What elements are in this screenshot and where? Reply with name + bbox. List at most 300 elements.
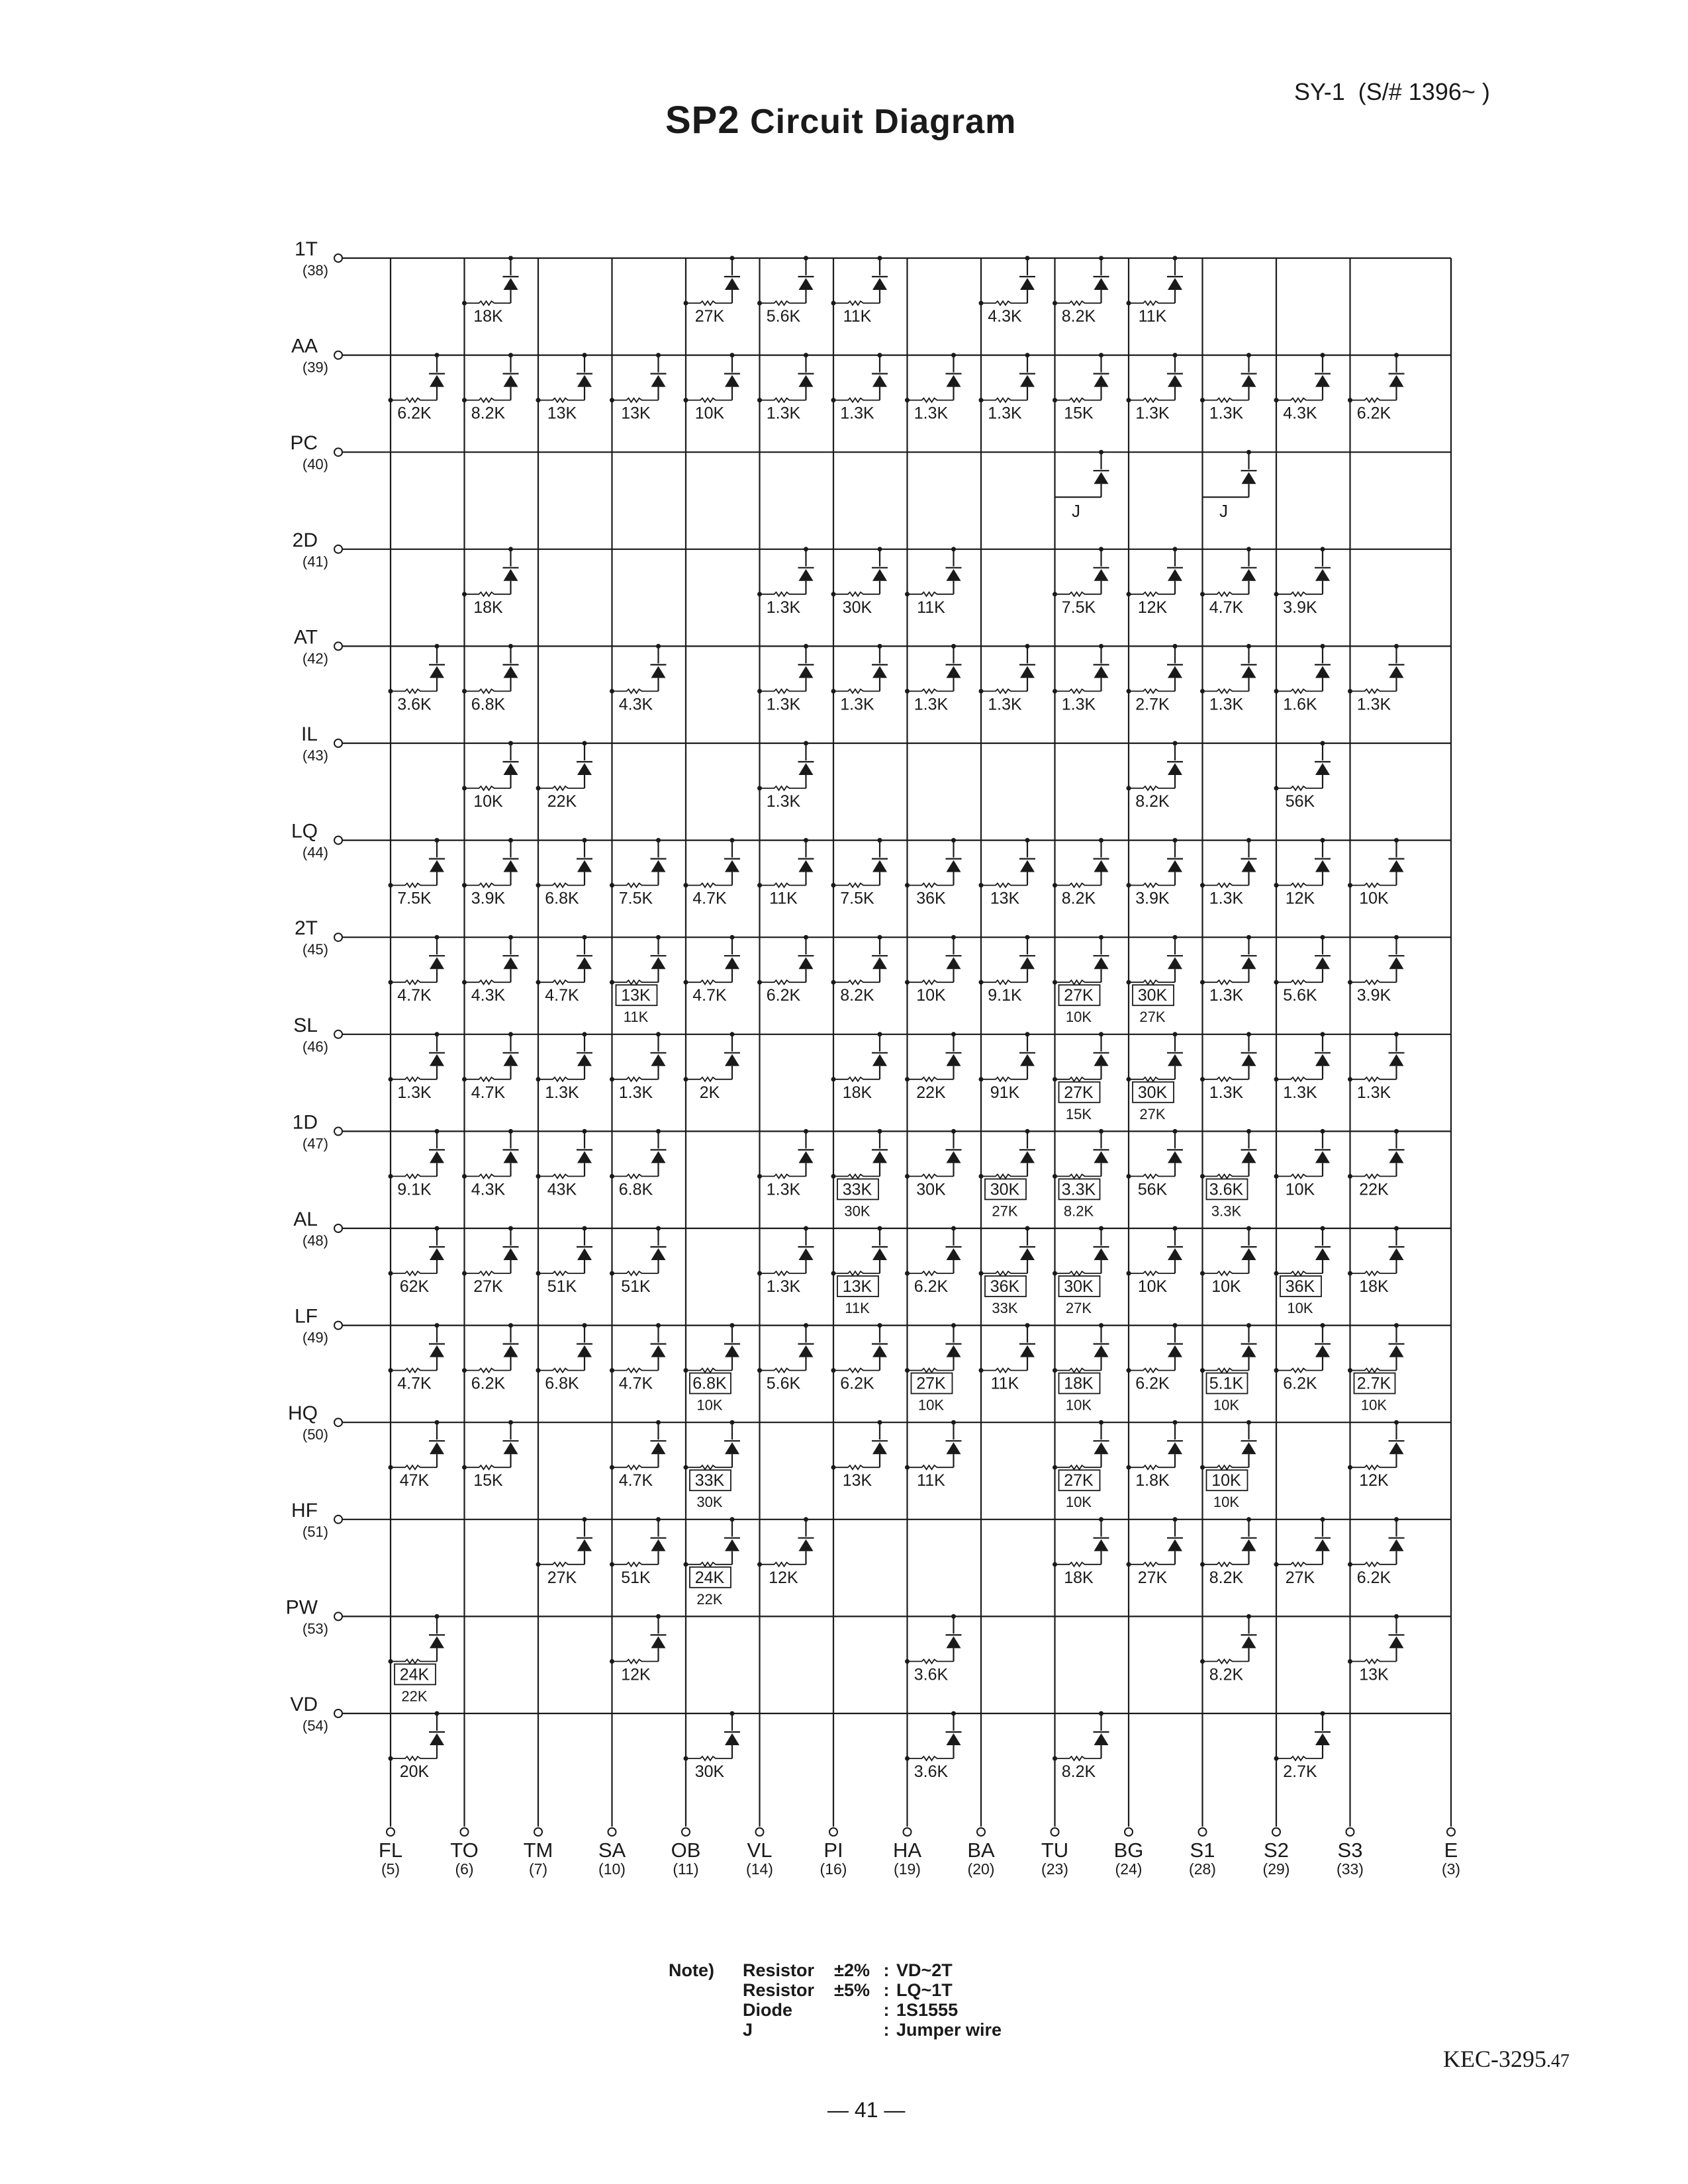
diode-icon — [1168, 860, 1182, 872]
component — [1274, 644, 1331, 714]
junction-dot — [610, 1562, 614, 1567]
junction-dot — [1127, 1174, 1131, 1179]
resistor-value: 18K — [842, 1083, 872, 1102]
resistor-icon — [391, 884, 437, 887]
column-terminal — [977, 1828, 985, 1836]
component — [389, 1614, 445, 1705]
resistor-value: 62K — [399, 1277, 430, 1296]
resistor-value-2: 10K — [696, 1396, 723, 1414]
diode-icon — [1020, 1054, 1035, 1066]
junction-dot — [757, 1271, 762, 1276]
junction-dot — [757, 786, 762, 791]
row-terminal — [334, 1127, 342, 1135]
diode-icon — [1315, 1151, 1330, 1163]
resistor-value: 11K — [843, 307, 872, 326]
diode-icon — [1389, 1151, 1404, 1163]
junction-dot — [905, 398, 910, 402]
component — [1203, 450, 1257, 522]
resistor-icon — [1129, 980, 1175, 984]
resistor-icon — [1055, 1465, 1102, 1469]
diode-icon — [725, 1539, 739, 1551]
junction-dot — [389, 1271, 393, 1276]
diode-icon — [1168, 666, 1182, 678]
junction-dot — [979, 1174, 984, 1179]
junction-dot — [905, 883, 910, 887]
diode-icon — [947, 957, 961, 969]
column-pin-number: (5) — [381, 1860, 400, 1878]
resistor-value: 8.2K — [1135, 792, 1170, 811]
component — [757, 353, 814, 423]
row-pin-number: (40) — [302, 456, 328, 473]
diode-icon — [1242, 1636, 1256, 1648]
column-e — [1442, 258, 1460, 1878]
resistor-value: 1.3K — [1356, 1083, 1391, 1102]
resistor-icon — [908, 1659, 954, 1663]
column-sa — [598, 258, 626, 1878]
diode-icon — [430, 1151, 444, 1163]
diode-icon — [1094, 1345, 1109, 1357]
resistor-value-2: 10K — [1213, 1396, 1240, 1414]
diode-icon — [725, 1442, 739, 1454]
column-terminal — [904, 1828, 912, 1836]
row-pin-number: (45) — [302, 941, 328, 958]
column-terminal — [1125, 1828, 1133, 1836]
resistor-icon — [760, 1563, 806, 1567]
component — [831, 935, 888, 1005]
column-label: SA — [598, 1839, 626, 1862]
junction-dot — [1053, 980, 1057, 985]
resistor-value-2: 27K — [1065, 1300, 1092, 1316]
diode-icon — [1020, 1151, 1035, 1163]
component — [979, 838, 1036, 908]
diode-icon — [725, 278, 739, 290]
junction-dot — [1053, 1756, 1057, 1761]
component — [1348, 1420, 1405, 1490]
resistor-icon — [1129, 1563, 1175, 1567]
resistor-value: 22K — [1359, 1180, 1389, 1199]
column-vl — [746, 258, 773, 1878]
resistor-value: 6.8K — [545, 889, 579, 908]
resistor-icon — [981, 1077, 1027, 1081]
resistor-icon — [1203, 1563, 1249, 1567]
component — [1274, 547, 1331, 617]
component — [757, 256, 814, 326]
junction-dot — [1348, 1271, 1352, 1276]
resistor-value: 8.2K — [1061, 1762, 1096, 1781]
diode-icon — [725, 957, 739, 969]
column-bg — [1114, 258, 1144, 1878]
diode-icon — [1389, 1539, 1404, 1551]
diode-icon — [1094, 1248, 1109, 1260]
diode-icon — [725, 1733, 739, 1745]
component — [462, 838, 519, 908]
component — [831, 256, 888, 326]
junction-dot — [1053, 301, 1057, 306]
column-terminal — [608, 1828, 616, 1836]
resistor-value: 1.3K — [840, 695, 874, 714]
resistor-value: 91K — [990, 1083, 1020, 1102]
diode-icon — [1242, 1054, 1256, 1066]
junction-dot — [1274, 883, 1279, 887]
junction-dot — [610, 689, 614, 694]
row-terminal — [334, 739, 342, 747]
component — [1200, 1420, 1257, 1511]
diode-icon — [577, 957, 592, 969]
junction-dot — [1348, 398, 1352, 402]
row-label: LQ — [291, 820, 318, 842]
resistor-icon — [686, 1077, 732, 1081]
resistor-value: 24K — [694, 1568, 725, 1587]
component — [1274, 838, 1331, 908]
column-terminal — [1199, 1828, 1207, 1836]
diode-icon — [651, 1539, 666, 1551]
component — [389, 1323, 445, 1393]
resistor-value: 1.3K — [914, 695, 949, 714]
component — [1127, 547, 1184, 617]
column-label: BG — [1113, 1839, 1144, 1862]
column-s1 — [1189, 258, 1216, 1878]
junction-dot — [1053, 883, 1057, 887]
resistor-value: 4.3K — [471, 986, 506, 1005]
junction-dot — [389, 398, 393, 402]
row-label: AT — [293, 626, 318, 649]
component — [1053, 935, 1109, 1026]
resistor-icon — [1129, 1271, 1175, 1275]
diode-icon — [504, 1345, 518, 1357]
resistor-value: 9.1K — [397, 1180, 432, 1199]
resistor-icon — [465, 1369, 511, 1373]
diode-icon — [947, 1636, 961, 1648]
junction-dot — [905, 1756, 910, 1761]
note-sep: : — [883, 2020, 890, 2040]
component — [1053, 1420, 1109, 1511]
junction-dot — [1274, 1368, 1279, 1373]
junction-dot — [831, 1271, 836, 1276]
resistor-icon — [833, 1465, 880, 1469]
diode-icon — [504, 1248, 518, 1260]
junction-dot — [831, 1368, 836, 1373]
component — [757, 935, 814, 1005]
row-terminal — [334, 933, 342, 941]
junction-dot — [1348, 883, 1352, 887]
junction-dot — [536, 398, 541, 402]
component — [905, 935, 962, 1005]
resistor-value: 3.3K — [1061, 1180, 1096, 1199]
resistor-icon — [1276, 980, 1323, 984]
junction-dot — [905, 980, 910, 985]
resistor-value: 10K — [694, 404, 725, 423]
column-pin-number: (3) — [1441, 1860, 1461, 1878]
junction-dot — [1200, 592, 1205, 596]
junction-dot — [610, 1174, 614, 1179]
junction-dot — [1127, 398, 1131, 402]
resistor-icon — [465, 398, 511, 402]
diode-icon — [1168, 957, 1182, 969]
resistor-icon — [391, 1756, 437, 1760]
resistor-value: 15K — [473, 1471, 503, 1490]
junction-dot — [905, 1465, 910, 1470]
component — [1274, 1032, 1331, 1102]
resistor-icon — [391, 1659, 437, 1663]
column-terminal — [1272, 1828, 1280, 1836]
resistor-icon — [612, 884, 659, 887]
row-label: 2D — [292, 529, 318, 551]
resistor-icon — [1203, 1465, 1249, 1469]
component — [1053, 1129, 1109, 1220]
component — [1127, 1032, 1184, 1122]
diode-icon — [1168, 1248, 1182, 1260]
column-pin-number: (19) — [894, 1860, 921, 1878]
resistor-value: 6.8K — [545, 1374, 579, 1393]
resistor-value: 20K — [399, 1762, 430, 1781]
resistor-value-2: 10K — [917, 1396, 945, 1414]
resistor-icon — [1350, 1077, 1397, 1081]
row-bus-lf — [295, 1306, 1451, 1346]
junction-dot — [1200, 1174, 1205, 1179]
diode-icon — [577, 1151, 592, 1163]
resistor-icon — [612, 1369, 659, 1373]
resistor-icon — [760, 592, 806, 596]
resistor-icon — [1203, 1174, 1249, 1178]
diode-icon — [872, 1248, 887, 1260]
junction-dot — [1127, 786, 1131, 791]
diode-icon — [1242, 375, 1256, 387]
resistor-icon — [981, 398, 1027, 402]
note-block — [669, 1960, 1002, 2040]
resistor-icon — [391, 398, 437, 402]
resistor-icon — [1203, 884, 1249, 887]
column-terminal — [1447, 1828, 1455, 1836]
junction-dot — [684, 1756, 688, 1761]
resistor-value: 18K — [473, 307, 503, 326]
junction-dot — [389, 883, 393, 887]
junction-dot — [905, 1659, 910, 1664]
junction-dot — [536, 786, 541, 791]
component — [757, 741, 814, 811]
component — [610, 1226, 667, 1297]
component — [1053, 1032, 1109, 1122]
resistor-value: 12K — [1137, 598, 1168, 617]
resistor-icon — [1203, 398, 1249, 402]
column-terminal — [387, 1828, 395, 1836]
resistor-icon — [391, 689, 437, 693]
resistor-value: 56K — [1285, 792, 1315, 811]
column-label: HA — [892, 1839, 922, 1862]
junction-dot — [1274, 1174, 1279, 1179]
title-sp2: SP2 — [665, 99, 740, 142]
resistor-value: 13K — [842, 1277, 872, 1296]
resistor-icon — [686, 1756, 732, 1760]
component — [610, 935, 667, 1026]
diode-icon — [1094, 1442, 1109, 1454]
component — [389, 1129, 445, 1199]
junction-dot — [831, 301, 836, 306]
junction-dot — [1127, 883, 1131, 887]
column-label: OB — [671, 1839, 701, 1862]
component — [536, 838, 593, 908]
note-item: Resistor — [743, 1980, 815, 2000]
junction-dot — [1200, 1368, 1205, 1373]
resistor-value: 4.7K — [618, 1471, 653, 1490]
junction-dot — [831, 1174, 836, 1179]
column-pin-number: (6) — [455, 1860, 474, 1878]
junction-dot — [1274, 980, 1279, 985]
resistor-icon — [612, 398, 659, 402]
component — [1200, 1614, 1257, 1684]
component — [536, 1323, 593, 1393]
junction-dot — [757, 398, 762, 402]
row-pin-number: (43) — [302, 747, 328, 764]
page-number: — 41 — — [827, 2098, 906, 2122]
doc-code-main: KEC-3295 — [1443, 2046, 1546, 2072]
row-pin-number: (38) — [302, 262, 328, 279]
resistor-icon — [1203, 592, 1249, 596]
row-label: 1T — [294, 238, 318, 260]
resistor-icon — [1055, 1756, 1102, 1760]
junction-dot — [610, 1368, 614, 1373]
component — [905, 1420, 962, 1490]
diode-icon — [947, 1248, 961, 1260]
title-rest: Circuit Diagram — [750, 103, 1017, 141]
resistor-value: 8.2K — [1061, 889, 1096, 908]
component — [1053, 1711, 1109, 1782]
column-pin-number: (11) — [673, 1860, 699, 1878]
diode-icon — [651, 1345, 666, 1357]
junction-dot — [1348, 1659, 1352, 1664]
junction-dot — [831, 689, 836, 694]
diode-icon — [504, 1151, 518, 1163]
diode-icon — [577, 1248, 592, 1260]
row-terminal — [334, 545, 342, 553]
diode-icon — [799, 860, 814, 872]
resistor-icon — [833, 980, 880, 984]
junction-dot — [757, 689, 762, 694]
diode-icon — [872, 1151, 887, 1163]
row-bus-1d — [293, 1111, 1451, 1152]
note-tol: ±5% — [834, 1980, 870, 2000]
resistor-value: 6.2K — [1283, 1374, 1317, 1393]
row-terminal — [334, 837, 342, 844]
junction-dot — [979, 883, 984, 887]
diode-icon — [947, 1151, 961, 1163]
component — [979, 644, 1036, 714]
resistor-icon — [391, 1271, 437, 1275]
diode-icon — [1020, 375, 1035, 387]
resistor-icon — [1055, 1174, 1102, 1178]
junction-dot — [1053, 592, 1057, 596]
note-val: Jumper wire — [896, 2020, 1002, 2040]
junction-dot — [389, 1077, 393, 1081]
resistor-icon — [465, 301, 511, 305]
resistor-value-2: 11K — [623, 1009, 649, 1026]
diode-icon — [1094, 957, 1109, 969]
resistor-value: 4.3K — [1283, 404, 1317, 423]
resistor-value: 7.5K — [840, 889, 874, 908]
junction-dot — [1274, 1077, 1279, 1081]
diode-icon — [725, 375, 739, 387]
diode-icon — [1094, 569, 1109, 581]
diode-icon — [1242, 1539, 1256, 1551]
row-bus-hf — [291, 1500, 1451, 1540]
component — [389, 353, 445, 423]
resistor-value: 18K — [1359, 1277, 1389, 1296]
component — [905, 1129, 962, 1199]
diode-icon — [1242, 569, 1256, 581]
resistor-icon — [1129, 689, 1175, 693]
row-terminal — [334, 1516, 342, 1524]
diode-icon — [1242, 1248, 1256, 1260]
row-bus-sl — [293, 1015, 1451, 1055]
diode-icon — [872, 860, 887, 872]
junction-dot — [979, 398, 984, 402]
resistor-value: 4.3K — [618, 695, 653, 714]
component — [979, 256, 1036, 326]
junction-dot — [1127, 1271, 1131, 1276]
junction-dot — [1053, 1465, 1057, 1470]
row-label: 1D — [292, 1111, 318, 1134]
diode-icon — [651, 957, 666, 969]
resistor-value-2: 10K — [1213, 1494, 1240, 1511]
note-row — [669, 1980, 1002, 2000]
resistor-value: 1.3K — [1209, 695, 1244, 714]
diode-icon — [577, 763, 592, 775]
component — [1127, 1517, 1184, 1587]
resistor-icon — [1276, 398, 1323, 402]
column-tu — [1041, 258, 1068, 1878]
column-ha — [893, 258, 921, 1878]
row-bus-aa — [291, 336, 1451, 376]
resistor-value: 4.7K — [545, 986, 579, 1005]
junction-dot — [905, 1271, 910, 1276]
resistor-value: 2.7K — [1356, 1374, 1391, 1393]
component — [1200, 1129, 1257, 1220]
resistor-icon — [833, 689, 880, 693]
component — [905, 1323, 962, 1414]
resistor-icon — [686, 1369, 732, 1373]
resistor-icon — [538, 1174, 585, 1178]
resistor-icon — [1350, 1271, 1397, 1275]
component — [905, 1032, 962, 1102]
component — [1348, 1614, 1405, 1684]
junction-dot — [610, 1271, 614, 1276]
junction-dot — [1127, 980, 1131, 985]
resistor-icon — [391, 1077, 437, 1081]
component — [905, 547, 962, 617]
row-label: HQ — [288, 1402, 318, 1425]
junction-dot — [462, 689, 467, 694]
junction-dot — [1348, 1174, 1352, 1179]
note-tol — [817, 2020, 876, 2040]
junction-dot — [610, 1465, 614, 1470]
resistor-value: 9.1K — [988, 986, 1022, 1005]
resistor-icon — [1276, 884, 1323, 887]
row-pin-number: (51) — [302, 1523, 328, 1540]
resistor-value: 4.7K — [618, 1374, 653, 1393]
note-item: Resistor — [743, 1960, 815, 1980]
diode-icon — [504, 1442, 518, 1454]
component — [684, 256, 741, 326]
junction-dot — [1348, 1077, 1352, 1081]
column-pi — [820, 258, 847, 1878]
diode-icon — [504, 957, 518, 969]
diode-icon — [1242, 666, 1256, 678]
diode-icon — [1315, 957, 1330, 969]
component — [1274, 1517, 1331, 1587]
junction-dot — [1127, 1368, 1131, 1373]
resistor-value: 11K — [1138, 307, 1167, 326]
row-pin-number: (53) — [302, 1620, 328, 1637]
row-bus-1t — [295, 238, 1451, 279]
